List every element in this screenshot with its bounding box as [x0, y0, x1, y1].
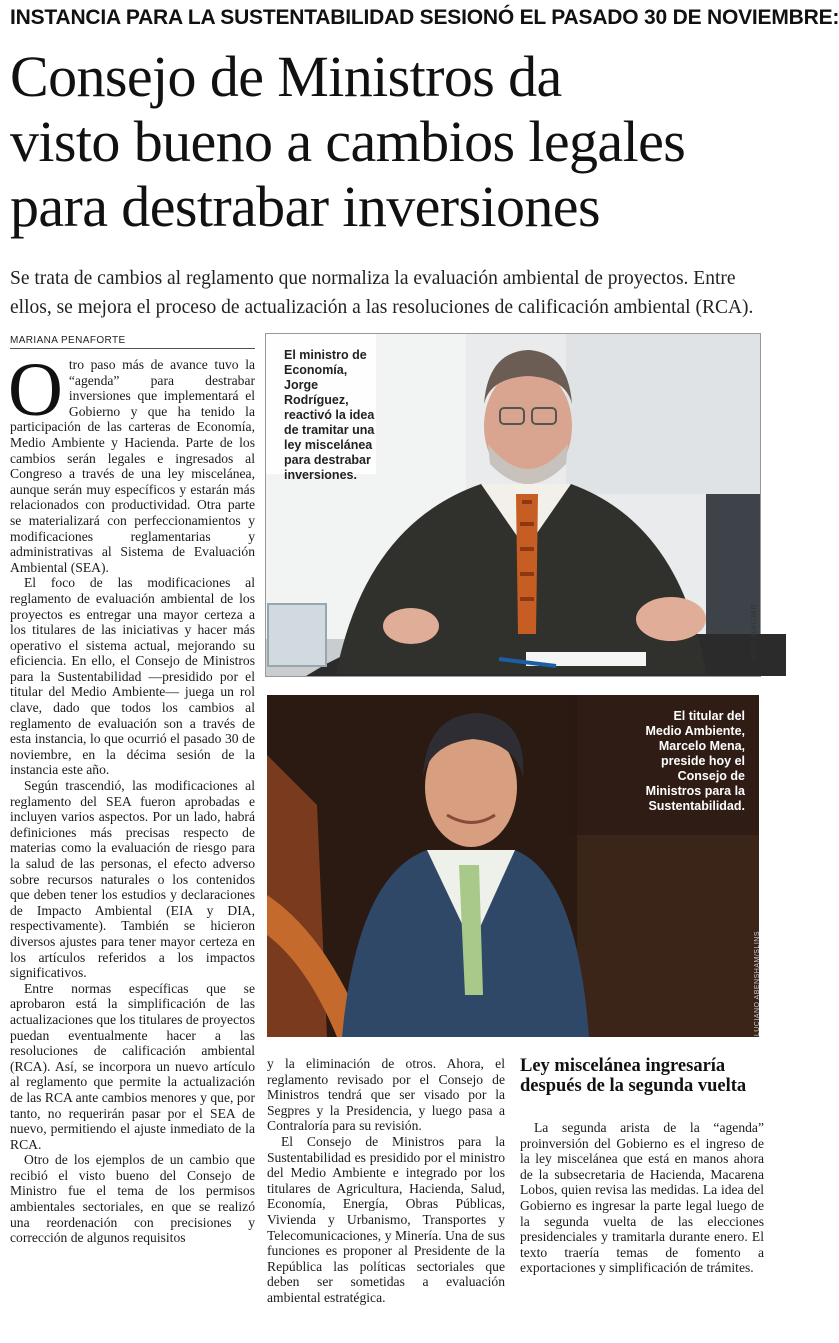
- paragraph-3: Según trascendió, las modificaciones al reglamento del SEA fueron aprobadas e incluyen varios aspectos. Por un lado, habrá definiciones más precisas respecto de materias como la evaluación de riesgo para la salud de las personas, el efecto adverso sobre recursos naturales o los contenidos que deben tener los estudios y declaraciones de Impacto Ambiental (EIA y DIA, respectivamente). También se hicieron diversos ajustes para tener mayor certeza en los artículos referidos a los impactos significativos.: [10, 778, 255, 981]
- headline-line-1: Consejo de Ministros da: [10, 44, 562, 109]
- paragraph-1: Otro paso más de avance tuvo la “agenda” para destrabar inversiones que implementará el Gobierno y que ha tenido la participación de las carteras de Economía, Medio Ambiente y Hacienda. Parte de los cambios serán legales e ingresados al Congreso a través de una ley miscelánea, aunque serán muy específicos y estarán más relacionados con productividad. Otra parte se materializará con perfeccionamientos y modificaciones reglamentarias y administrativas al Sistema de Evaluación Ambiental (SEA).: [8, 348, 255, 575]
- byline: MARIANA PENAFORTE: [10, 335, 255, 349]
- sidebar-title: Ley miscelánea ingresaría después de la segunda vuelta: [520, 1056, 747, 1096]
- photo2-caption: El titular del Medio Ambiente, Marcelo Mena, preside hoy el Consejo de Ministros para la Sustentabilidad.: [645, 709, 745, 813]
- article-column-1: [8, 348, 255, 1246]
- photo1-credit: JOSÉ ALVUJAR: [751, 604, 758, 661]
- photo-minister-economy: [265, 333, 761, 677]
- paragraph-4: Entre normas específicas que se aprobaron está la simplificación de las actualizaciones que los titulares de proyectos puedan eventualmente hacer a las resoluciones de calificación ambiental (RCA). Así, se incorpora un nuevo artículo al reglamento que permite la actualización de las RCA ante cambios menores y que, por tanto, no requerirán pasar por el SEA de nuevo, permitiendo el ajuste inmediato de la RCA.: [10, 980, 255, 1152]
- photo-minister-environment: [267, 695, 759, 1037]
- photo1-caption: El ministro de Economía, Jorge Rodríguez, reactivó la idea de tramitar una ley miscelánea para destrabar inversiones.: [284, 348, 375, 482]
- kicker: INSTANCIA PARA LA SUSTENTABILIDAD SESIONÓ EL PASADO 30 DE NOVIEMBRE:: [10, 6, 839, 29]
- paragraph-2: El foco de las modificaciones al reglamento de evaluación ambiental de los proyectos es entregar una mayor certeza a los titulares de las iniciativas y hacer más operativo el sistema actual, mejorando su eficiencia. En ello, el Consejo de Ministros para la Sustentabilidad —presidido por el titular del Medio Ambiente— juega un rol clave, dado que todos los cambios al reglamento de evaluación son a través de esta instancia, lo que ocurrió el pasado 30 de noviembre, en la décima sesión de la instancia este año.: [10, 575, 255, 778]
- deck: Se trata de cambios al reglamento que normaliza la evaluación ambiental de proyectos. Entre ellos, se mejora el proceso de actualización a las resoluciones de calificación ambiental (RCA).: [10, 268, 754, 318]
- sidebar-column: [520, 1120, 764, 1276]
- headline-line-2: visto bueno a cambios legales: [10, 109, 686, 174]
- sidebar-text: La segunda arista de la “agenda” proinversión del Gobierno es el ingreso de la ley miscelánea que está en manos ahora de la subsecretaria de Hacienda, Macarena Lobos, quien revisa las medidas. La idea del Gobierno es ingresar la parte legal luego de la segunda vuelta de las elecciones presidenciales y tramitarla durante enero. El texto traería temas de fomento a exportaciones y simplificación de trámites.: [520, 1120, 764, 1276]
- photo2-credit: LUCIANO ABENSHAM/SLINS: [754, 931, 761, 1037]
- paragraph-5: Otro de los ejemplos de un cambio que recibió el visto bueno del Consejo de Ministro fue el tema de los permisos ambientales sectoriales, en que se realizó una reordenación con precisiones y corrección de algunos requisitos: [10, 1152, 255, 1246]
- paragraph-7: El Consejo de Ministros para la Sustentabilidad es presidido por el ministro del Medio Ambiente e integrado por los titulares de Agricultura, Hacienda, Salud, Economía, Energía, Obras Públicas, Vivienda y Urbanismo, Transportes y Telecomunicaciones, y Minería. Una de sus funciones es proponer al Presidente de la República las políticas sectoriales que deben ser sometidas a evaluación ambiental estratégica.: [267, 1133, 505, 1305]
- dropcap: O: [8, 348, 63, 432]
- paragraph-6: y la eliminación de otros. Ahora, el reglamento revisado por el Consejo de Ministros tendrá que ser visado por la Segpres y la Presidencia, y luego pasa a Contraloría para su revisión.: [267, 1056, 505, 1134]
- headline-line-3: para destrabar inversiones: [10, 174, 600, 239]
- headline: [10, 44, 780, 239]
- article-column-2: [267, 1056, 505, 1306]
